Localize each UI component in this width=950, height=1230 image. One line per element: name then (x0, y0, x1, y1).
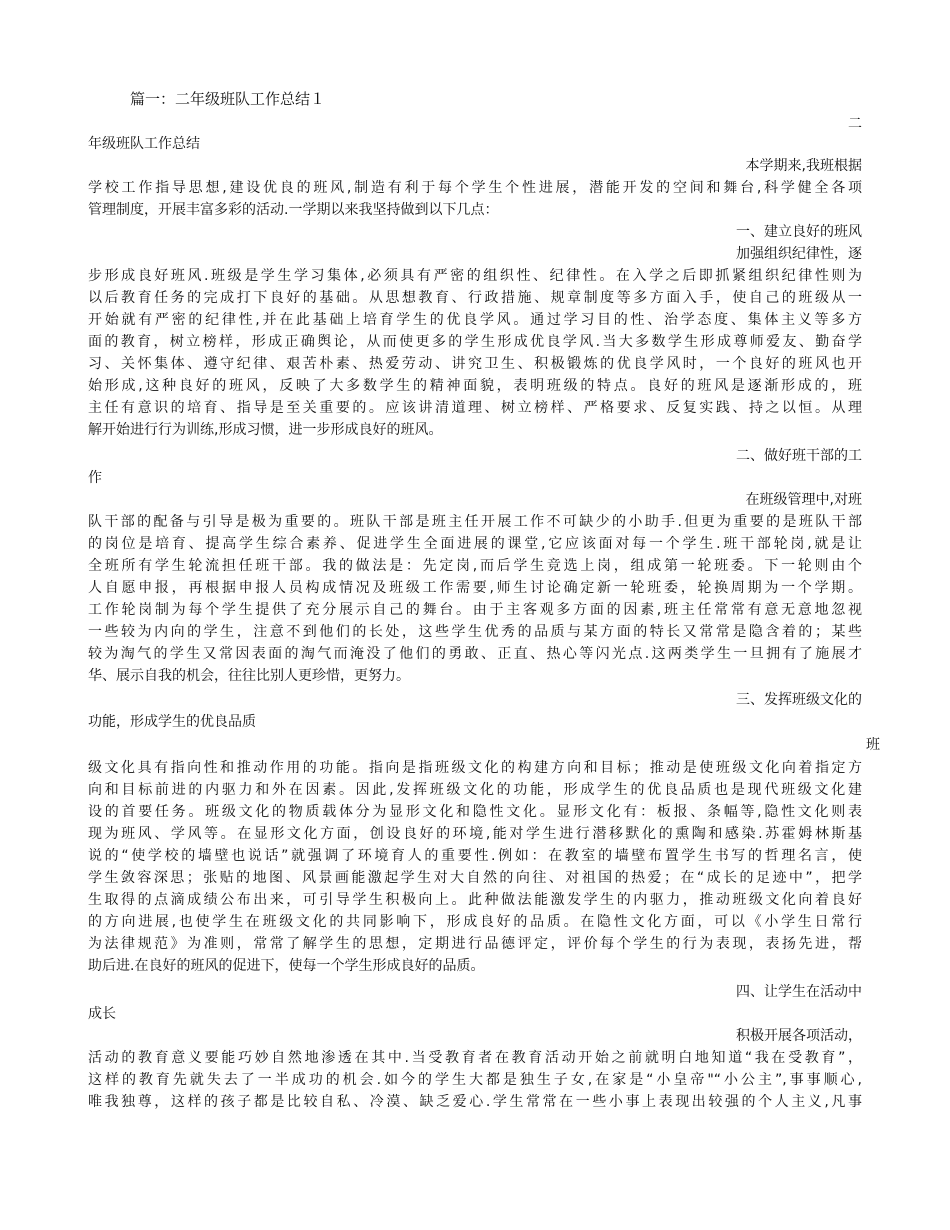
paragraph-line: 以后教育任务的完成打下良好的基础。从思想教育、行政措施、规章制度等多方面入手，使自己的班级从一 (88, 290, 862, 306)
paragraph-line: 习、关怀集体、遵守纪律、艰苦朴素、热爱劳动、讲究卫生、积极锻炼的优良学风时，一个良好的班风也开 (88, 356, 862, 372)
paragraph-line: 设的首要任务。班级文化的物质载体分为显形文化和隐性文化。显形文化有：板报、条幅等,隐性文化则表 (88, 804, 862, 820)
document-title: 篇一：二年级班队工作总结１ (130, 90, 326, 108)
paragraph-line: 面的教育，树立榜样，形成正确舆论，从而使更多的学生形成优良学风.当大多数学生形成尊师爱友、勤奋学 (88, 334, 862, 350)
paragraph-line: 管理制度，开展丰富多彩的活动.一学期以来我坚持做到以下几点： (88, 202, 499, 218)
paragraph-line: 开始就有严密的纪律性,并在此基础上培育学生的优良学风。通过学习目的性、治学态度、集体主义等多方 (88, 312, 862, 328)
paragraph-line: 现为班风、学风等。在显形文化方面，创设良好的环境,能对学生进行潜移默化的熏陶和感染.苏霍姆林斯基 (88, 826, 862, 842)
paragraph-line: 向和目标前进的内驱力和外在因素。因此,发挥班级文化的功能，形成学生的优良品质也是现代班级文化建 (88, 782, 862, 798)
paragraph-lead: 在班级管理中,对班 (745, 492, 862, 508)
title-continuation: 二 (848, 116, 862, 132)
paragraph-line: 学校工作指导思想,建设优良的班风,制造有利于每个学生个性进展，潜能开发的空间和舞台,科学健全各项 (88, 180, 862, 196)
paragraph-line: 主任有意识的培育、指导是至关重要的。应该讲清道理、树立榜样、严格要求、反复实践、持之以恒。从理 (88, 400, 862, 416)
paragraph-line: 助后进.在良好的班风的促进下，使每一个学生形成良好的品质。 (88, 958, 485, 974)
paragraph-line: 学生敛容深思；张贴的地图、风景画能激起学生对大自然的向往、对祖国的热爱；在“成长的足迹中”，把学 (88, 870, 862, 886)
paragraph-line: 队干部的配备与引导是极为重要的。班队干部是班主任开展工作不可缺少的小助手.但更为重要的是班队干部 (88, 514, 862, 530)
paragraph-line: 华、展示自我的机会，往往比别人更珍惜，更努力。 (88, 668, 410, 684)
section-heading-continuation: 功能，形成学生的优良品质 (88, 714, 256, 730)
paragraph-line: 较为淘气的学生又常因表面的淘气而淹没了他们的勇敢、正直、热心等闪光点.这两类学生一旦拥有了施展才 (88, 646, 862, 662)
section-heading: 一、建立良好的班风 (736, 224, 862, 240)
paragraph-lead: 积极开展各项活动， (736, 1028, 862, 1044)
paragraph-line: 一些较为内向的学生，注意不到他们的长处，这些学生优秀的品质与某方面的特长又常常是隐含着的；某些 (88, 624, 862, 640)
paragraph-line: 全班所有学生轮流担任班干部。我的做法是：先定岗,而后学生竞选上岗，组成第一轮班委。下一轮则由个 (88, 558, 862, 574)
title-continuation: 年级班队工作总结 (88, 136, 200, 152)
paragraph-line: 人自愿申报，再根据申报人员构成情况及班级工作需要,师生讨论确定新一轮班委，轮换周期为一个学期。 (88, 580, 862, 596)
paragraph-line: 生取得的点滴成绩公布出来，可引导学生积极向上。此种做法能激发学生的内驱力，推动班级文化向着良好 (88, 892, 862, 908)
section-heading-continuation: 作 (88, 470, 102, 486)
paragraph-lead: 加强组织纪律性，逐 (736, 246, 862, 262)
paragraph-line: 级文化具有指向性和推动作用的功能。指向是指班级文化的构建方向和目标；推动是使班级文化向着指定方 (88, 760, 862, 776)
paragraph-line: 步形成良好班风.班级是学生学习集体,必须具有严密的组织性、纪律性。在入学之后即抓紧组织纪律性则为 (88, 268, 862, 284)
paragraph-line: 说的“使学校的墙壁也说话”就强调了环境育人的重要性.例如：在教室的墙壁布置学生书写的哲理名言，使 (88, 848, 862, 864)
section-heading: 二、做好班干部的工 (736, 448, 862, 464)
paragraph-line: 的方向进展,也使学生在班级文化的共同影响下，形成良好的品质。在隐性文化方面，可以《小学生日常行 (88, 914, 862, 930)
paragraph-line: 的岗位是培育、提高学生综合素养、促进学生全面进展的课堂,它应该面对每一个学生.班干部轮岗,就是让 (88, 536, 862, 552)
paragraph-line: 解开始进行行为训练,形成习惯，进一步形成良好的班风。 (88, 422, 443, 438)
paragraph-line: 工作轮岗制为每个学生提供了充分展示自己的舞台。由于主客观多方面的因素,班主任常常有意无意地忽视 (88, 602, 862, 618)
paragraph-line: 唯我独尊，这样的孩子都是比较自私、冷漠、缺乏爱心.学生常常在一些小事上表现出较强的个人主义,凡事 (88, 1094, 862, 1110)
paragraph-line: 这样的教育先就失去了一半成功的机会.如今的学生大都是独生子女,在家是“小皇帝"“小公主”,事事顺心, (88, 1072, 862, 1088)
section-heading: 四、让学生在活动中 (736, 984, 862, 1000)
paragraph-lead: 班 (866, 737, 880, 753)
paragraph-line: 活动的教育意义要能巧妙自然地渗透在其中.当受教育者在教育活动开始之前就明白地知道“我在受教育”， (88, 1050, 862, 1066)
paragraph-line: 为法律规范》为准则，常常了解学生的思想，定期进行品德评定，评价每个学生的行为表现，表扬先进，帮 (88, 936, 862, 952)
paragraph-line: 始形成,这种良好的班风，反映了大多数学生的精神面貌，表明班级的特点。良好的班风是逐渐形成的，班 (88, 378, 862, 394)
section-heading: 三、发挥班级文化的 (736, 692, 862, 708)
section-heading-continuation: 成长 (88, 1006, 116, 1022)
paragraph-lead: 本学期来,我班根据 (745, 158, 862, 174)
